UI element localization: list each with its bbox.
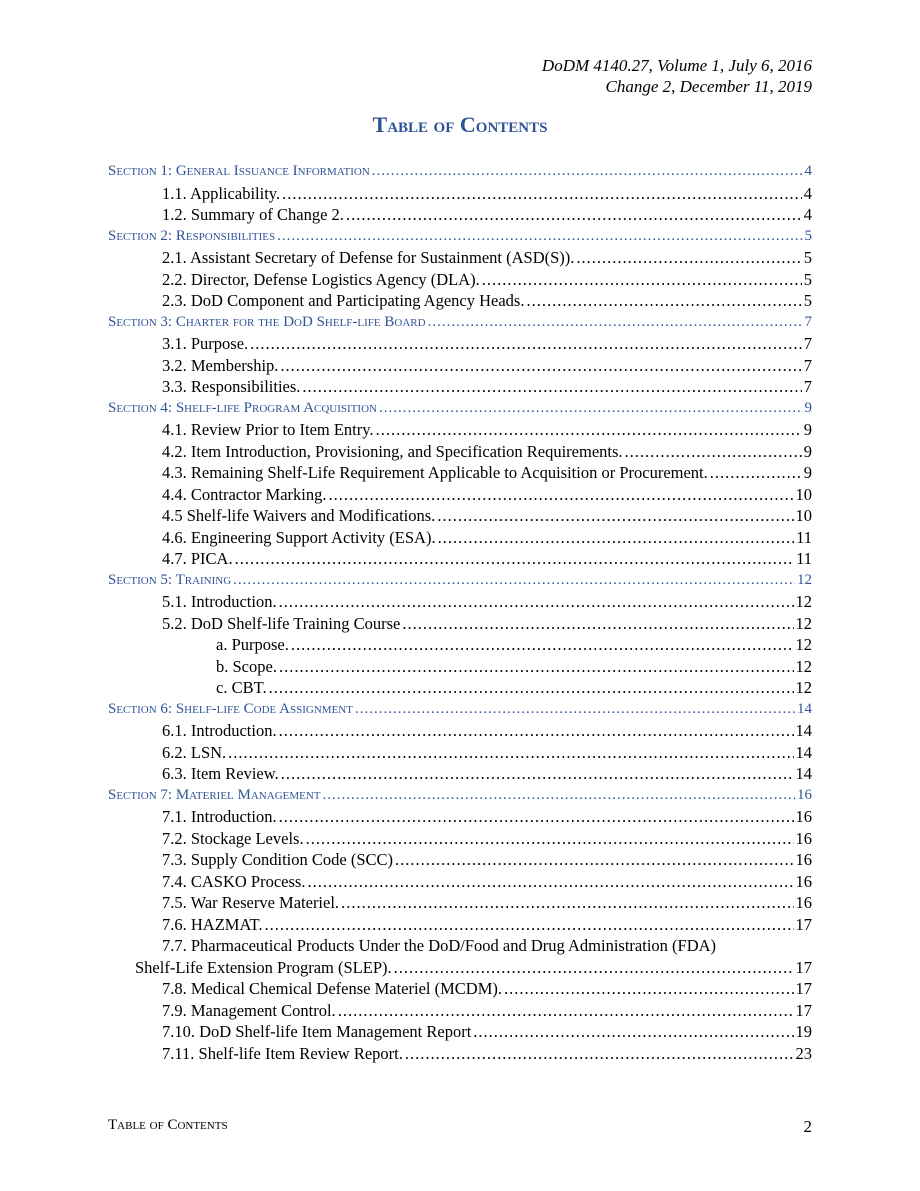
toc-section-4[interactable]: Section 4: Shelf-life Program Acquisition ..... 9	[108, 398, 812, 420]
toc-section-6[interactable]: Section 6: Shelf-life Code Assignment ..... 14	[108, 699, 812, 721]
toc-entry-2-2[interactable]: 2.2. Director, Defense Logistics Agency (DLA). ..... 5	[108, 269, 812, 291]
header-document-id: DoDM 4140.27, Volume 1, July 6, 2016	[541, 56, 812, 75]
toc-entry-5-2[interactable]: 5.2. DoD Shelf-life Training Course ..... 12	[108, 613, 812, 635]
toc-entry-3-2[interactable]: 3.2. Membership. ..... 7	[108, 355, 812, 377]
toc-entry-7-7[interactable]: Shelf-Life Extension Program (SLEP). ..... 17	[108, 957, 812, 979]
toc-entry-6-3[interactable]: 6.3. Item Review. ..... 14	[108, 763, 812, 785]
toc-entry-1-1[interactable]: 1.1. Applicability. ..... 4	[108, 183, 812, 205]
toc-entry-4-5[interactable]: 4.5 Shelf-life Waivers and Modifications. ..... 10	[108, 505, 812, 527]
header-change-date: Change 2, December 11, 2019	[605, 77, 812, 96]
page-footer	[108, 1117, 812, 1137]
toc-entry-6-2[interactable]: 6.2. LSN. ..... 14	[108, 742, 812, 764]
toc-entry-4-3[interactable]: 4.3. Remaining Shelf-Life Requirement Applicable to Acquisition or Procurement. ..... 9	[108, 462, 812, 484]
toc-entry-7-9[interactable]: 7.9. Management Control. ..... 17	[108, 1000, 812, 1022]
toc-entry-7-6[interactable]: 7.6. HAZMAT. ..... 17	[108, 914, 812, 936]
toc-section-5[interactable]: Section 5: Training ..... 12	[108, 570, 812, 592]
toc-entry-1-2[interactable]: 1.2. Summary of Change 2. ..... 4	[108, 204, 812, 226]
toc-entry-2-3[interactable]: 2.3. DoD Component and Participating Agency Heads. ..... 5	[108, 290, 812, 312]
toc-entry-7-7-first-line[interactable]: 7.7. Pharmaceutical Products Under the DoD/Food and Drug Administration (FDA)	[162, 936, 717, 955]
toc-entry-4-1[interactable]: 4.1. Review Prior to Item Entry. ..... 9	[108, 419, 812, 441]
toc-entry-7-8[interactable]: 7.8. Medical Chemical Defense Materiel (MCDM). ..... 17	[108, 978, 812, 1000]
toc-section-1[interactable]: Section 1: General Issuance Information ..... 4	[108, 161, 812, 183]
toc-entry-7-4[interactable]: 7.4. CASKO Process. ..... 16	[108, 871, 812, 893]
toc-entry-7-5[interactable]: 7.5. War Reserve Materiel. ..... 16	[108, 892, 812, 914]
toc-entry-7-11[interactable]: 7.11. Shelf-life Item Review Report. ..... 23	[108, 1043, 812, 1065]
footer-label: Table of Contents	[108, 1117, 228, 1133]
toc-section-3[interactable]: Section 3: Charter for the DoD Shelf-life Board ..... 7	[108, 312, 812, 334]
toc-entry-7-1[interactable]: 7.1. Introduction. ..... 16	[108, 806, 812, 828]
toc-entry-2-1[interactable]: 2.1. Assistant Secretary of Defense for Sustainment (ASD(S)). ..... 5	[108, 247, 812, 269]
toc-entry-5-1[interactable]: 5.1. Introduction. ..... 12	[108, 591, 812, 613]
toc-entry-5-2-b[interactable]: b. Scope. ..... 12	[108, 656, 812, 678]
toc-entry-3-3[interactable]: 3.3. Responsibilities. ..... 7	[108, 376, 812, 398]
toc-entry-3-1[interactable]: 3.1. Purpose. ..... 7	[108, 333, 812, 355]
toc-entry-4-6[interactable]: 4.6. Engineering Support Activity (ESA). ..... 11	[108, 527, 812, 549]
footer-page-number: 2	[803, 1117, 812, 1136]
toc-entry-5-2-a[interactable]: a. Purpose. ..... 12	[108, 634, 812, 656]
toc-entry-6-1[interactable]: 6.1. Introduction. ..... 14	[108, 720, 812, 742]
toc-entry-4-2[interactable]: 4.2. Item Introduction, Provisioning, and Specification Requirements. ..... 9	[108, 441, 812, 463]
table-of-contents	[108, 161, 812, 1064]
document-header	[542, 55, 812, 97]
page-title: Table of Contents	[372, 112, 548, 137]
toc-entry-4-4[interactable]: 4.4. Contractor Marking. ..... 10	[108, 484, 812, 506]
toc-section-7[interactable]: Section 7: Materiel Management ..... 16	[108, 785, 812, 807]
toc-entry-5-2-c[interactable]: c. CBT. ..... 12	[108, 677, 812, 699]
toc-entry-4-7[interactable]: 4.7. PICA. ..... 11	[108, 548, 812, 570]
toc-section-2[interactable]: Section 2: Responsibilities ..... 5	[108, 226, 812, 248]
toc-entry-7-3[interactable]: 7.3. Supply Condition Code (SCC) ..... 16	[108, 849, 812, 871]
toc-entry-7-2[interactable]: 7.2. Stockage Levels. ..... 16	[108, 828, 812, 850]
toc-entry-7-10[interactable]: 7.10. DoD Shelf-life Item Management Report ..... 19	[108, 1021, 812, 1043]
